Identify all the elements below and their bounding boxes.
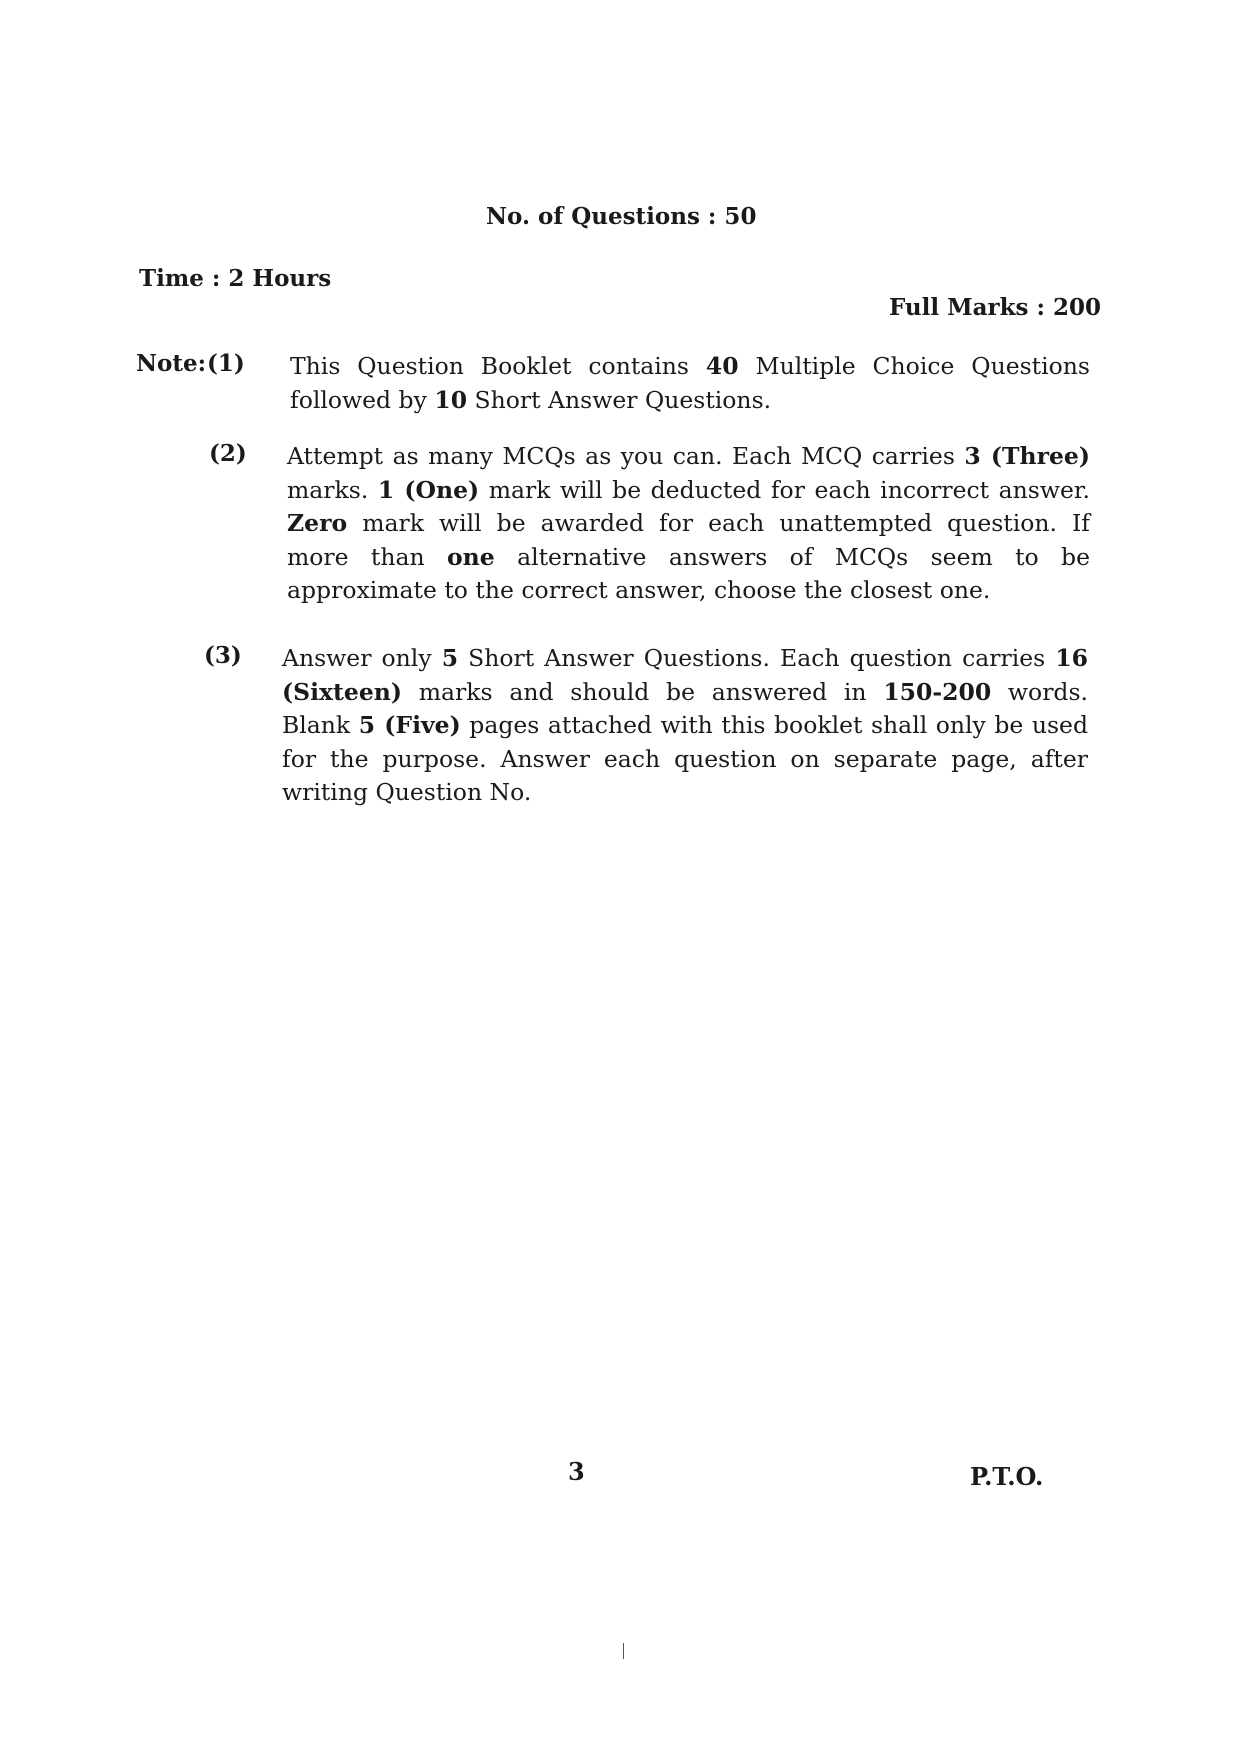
page-number: 3 xyxy=(568,1457,585,1486)
note-emphasis: 1 (One) xyxy=(377,475,480,504)
note-label: Note: xyxy=(136,350,207,377)
note-number-3: (3) xyxy=(204,642,242,669)
note-segment: marks and should be answered in xyxy=(402,677,884,706)
full-marks: Full Marks : 200 xyxy=(888,294,1101,321)
note-emphasis: 10 xyxy=(434,385,468,414)
note-emphasis: 3 (Three) xyxy=(964,442,1090,470)
note-number-1: (1) xyxy=(207,350,245,377)
number-of-questions: No. of Questions : 50 xyxy=(486,203,757,230)
note-segment: Short Answer Questions. Each question carries xyxy=(458,644,1056,672)
please-turn-over: P.T.O. xyxy=(970,1462,1044,1491)
note-number-2: (2) xyxy=(209,440,247,467)
note-emphasis: 150-200 xyxy=(883,677,992,706)
note-segment: mark will be deducted for each incorrect answer. xyxy=(479,475,1090,504)
note-segment: This Question Booklet contains xyxy=(290,352,706,380)
note-segment: Multiple Choice Questions followed by xyxy=(290,352,1090,414)
note-emphasis: 5 (Five) xyxy=(358,711,461,739)
note-segment: alternative answers of MCQs seem to be approximate to the correct answer, choose the closest one. xyxy=(287,542,1090,604)
note-emphasis: one xyxy=(447,542,495,571)
note-segment: marks. xyxy=(287,475,378,504)
note-emphasis: Zero xyxy=(287,509,348,537)
note-segment: words. Blank xyxy=(282,677,1089,739)
note-segment: pages attached with this booklet shall only be used for the purpose. Answer each question on separate page, after writing Question No. xyxy=(282,711,1088,806)
note-text-3 xyxy=(282,642,1088,810)
note-emphasis: 16 (Sixteen) xyxy=(282,644,1088,706)
note-emphasis: 5 xyxy=(441,644,459,672)
note-emphasis: 40 xyxy=(705,352,739,380)
scan-mark xyxy=(623,1643,624,1659)
note-segment: Answer only xyxy=(282,644,442,672)
exam-time: Time : 2 Hours xyxy=(139,265,332,292)
note-text-1 xyxy=(290,350,1090,417)
note-text-2 xyxy=(287,440,1090,608)
note-segment: Attempt as many MCQs as you can. Each MCQ carries xyxy=(287,442,965,470)
note-segment: mark will be awarded for each unattempted question. If more than xyxy=(287,509,1090,571)
note-segment: Short Answer Questions. xyxy=(467,385,772,414)
